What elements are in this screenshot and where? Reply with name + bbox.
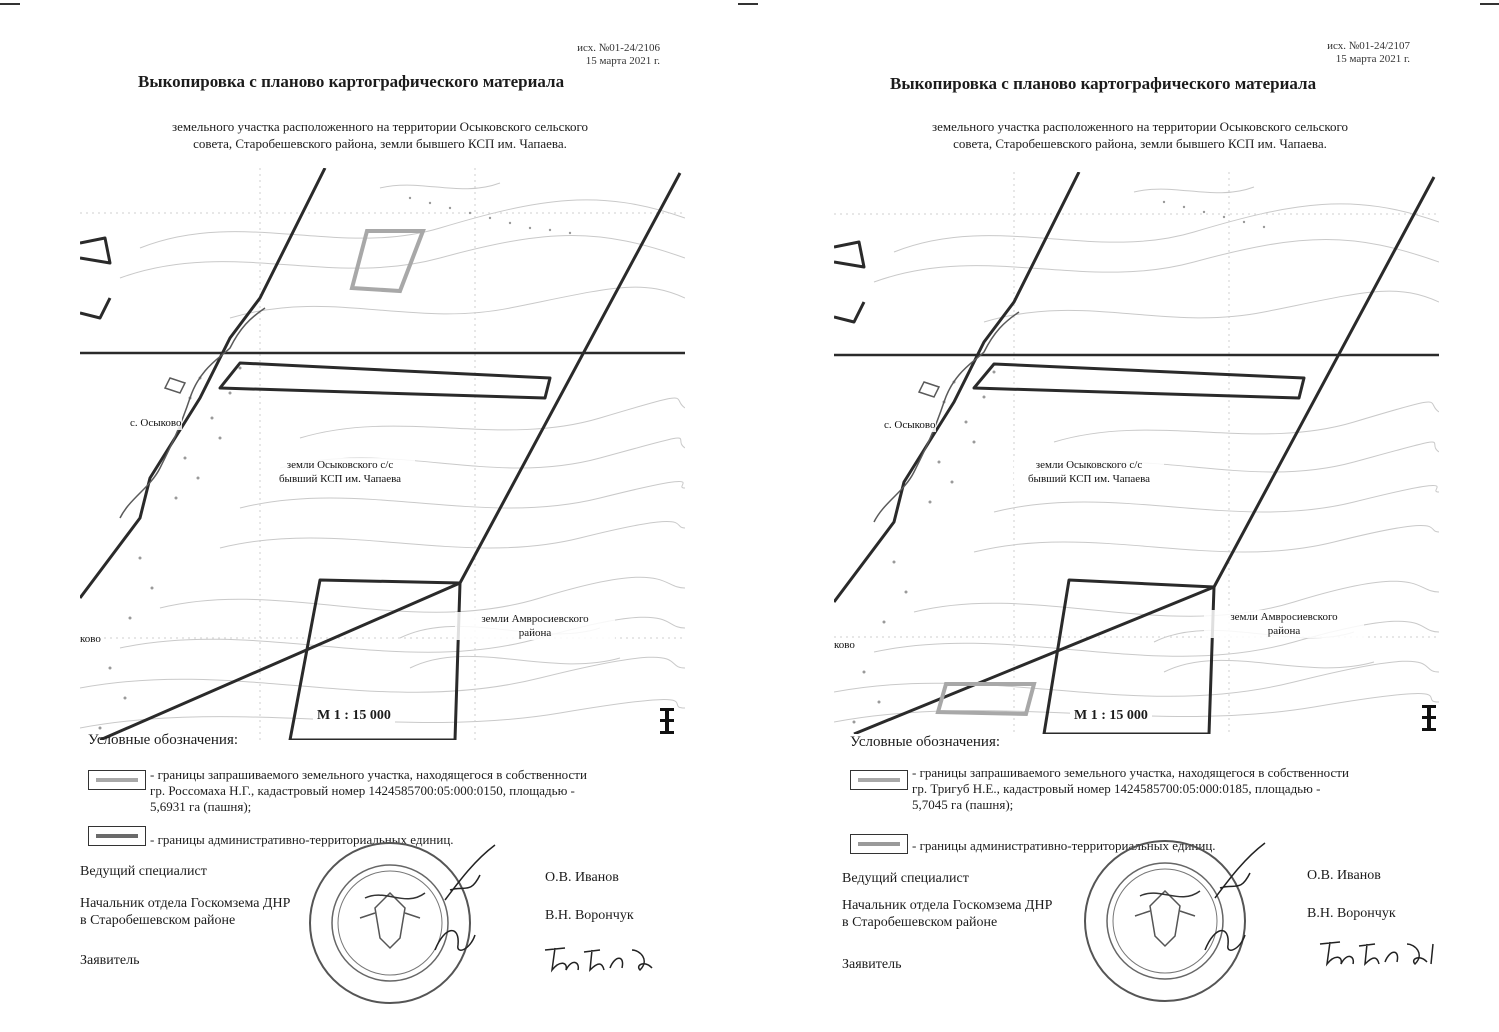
role-applicant: Заявитель: [80, 953, 140, 968]
role-head: [842, 897, 1052, 931]
map-scale: М 1 : 15 000: [313, 708, 395, 724]
map-label-lands-line: земли Осыковского с/с: [286, 459, 394, 471]
signature-head-icon: [1200, 920, 1250, 960]
crop-mark: [0, 3, 20, 5]
subtitle-line: совета, Старобешевского района, земли бывшего КСП им. Чапаева.: [953, 136, 1327, 151]
signature-specialist-icon: [440, 840, 500, 910]
map-label-edge: ково: [834, 639, 855, 651]
map-label-lands: [1014, 458, 1164, 486]
subtitle-line: совета, Старобешевского района, земли бывшего КСП им. Чапаева.: [193, 136, 567, 151]
parcel-boundary-sample: [858, 778, 900, 782]
crop-mark: [1480, 3, 1499, 5]
role-head-line: в Старобешевском районе: [842, 915, 998, 930]
map-label-neighbor: [455, 612, 615, 640]
reference-number: исх. №01-24/2106: [577, 42, 660, 54]
map-label-lands: [265, 458, 415, 486]
applicant-signature: [540, 940, 660, 976]
signature-specialist-icon: [1210, 838, 1270, 908]
map-label-lands-line: бывший КСП им. Чапаева: [278, 473, 402, 485]
map-label-lands-line: бывший КСП им. Чапаева: [1027, 473, 1151, 485]
map-label-village: с. Осыково: [130, 417, 182, 429]
legend-line: 5,7045 га (пашня);: [912, 797, 1014, 812]
name-head: В.Н. Ворончук: [545, 908, 634, 923]
admin-boundary-sample: [96, 834, 138, 838]
legend-heading: Условные обозначения:: [850, 734, 1001, 750]
role-head-line: Начальник отдела Госкомзема ДНР: [80, 896, 291, 911]
legend-line: гр. Тригуб Н.Е., кадастровый номер 1424585700:05:000:0185, площадью -: [912, 781, 1321, 796]
admin-boundary-sample: [858, 842, 900, 846]
parcel-boundary-sample: [96, 778, 138, 782]
legend-line: - границы запрашиваемого земельного участка, находящегося в собственности: [150, 767, 587, 782]
map-label-neighbor-line: земли Амвросиевского: [1230, 611, 1338, 623]
role-head-line: Начальник отдела Госкомзема ДНР: [842, 898, 1053, 913]
cadastral-map: [834, 172, 1439, 734]
document-subtitle: [860, 118, 1420, 152]
role-head-line: в Старобешевском районе: [80, 913, 236, 928]
subtitle-line: земельного участка расположенного на территории Осыковского сельского: [171, 119, 589, 134]
name-specialist: О.В. Иванов: [545, 870, 619, 885]
map-label-neighbor-line: района: [518, 627, 552, 639]
map-label-neighbor-line: земли Амвросиевского: [481, 613, 589, 625]
legend-item-admin: - границы административно-территориальных единиц.: [150, 832, 454, 847]
legend-item-parcel: [150, 767, 710, 815]
subtitle-line: земельного участка расположенного на территории Осыковского сельского: [931, 119, 1349, 134]
document-title: Выкопировка с планово картографического материала: [138, 72, 565, 91]
legend-heading: Условные обозначения:: [88, 732, 239, 748]
role-specialist: Ведущий специалист: [80, 864, 207, 879]
map-label-neighbor-line: района: [1267, 625, 1301, 637]
legend-swatch-admin: [850, 834, 908, 854]
role-head: [80, 895, 290, 929]
document-title: Выкопировка с планово картографического материала: [890, 74, 1317, 93]
legend-item-parcel: [912, 765, 1472, 813]
role-applicant: Заявитель: [842, 957, 902, 972]
legend-swatch-admin: [88, 826, 146, 846]
scale-bar-icon: [660, 708, 674, 734]
map-label-lands-line: земли Осыковского с/с: [1035, 459, 1143, 471]
name-head: В.Н. Ворончук: [1307, 906, 1396, 921]
name-specialist: О.В. Иванов: [1307, 868, 1381, 883]
role-specialist: Ведущий специалист: [842, 871, 969, 886]
map-label-edge: ково: [80, 633, 101, 645]
signature-head-icon: [430, 920, 480, 960]
reference-date: 15 марта 2021 г.: [585, 55, 660, 67]
legend-line: - границы запрашиваемого земельного участка, находящегося в собственности: [912, 765, 1349, 780]
legend-swatch-parcel: [850, 770, 908, 790]
cadastral-map: [80, 168, 685, 740]
map-label-village: с. Осыково: [884, 419, 936, 431]
legend-line: 5,6931 га (пашня);: [150, 799, 252, 814]
map-scale: М 1 : 15 000: [1070, 708, 1152, 724]
reference-date: 15 марта 2021 г.: [1335, 53, 1410, 65]
map-label-neighbor: [1204, 610, 1364, 638]
legend-item-admin: - границы административно-территориальных единиц.: [912, 838, 1216, 853]
reference-block: [520, 42, 660, 68]
reference-block: [1270, 40, 1410, 66]
legend-line: гр. Россомаха Н.Г., кадастровый номер 1424585700:05:000:0150, площадью -: [150, 783, 575, 798]
legend-swatch-parcel: [88, 770, 146, 790]
scale-bar-icon: [1422, 705, 1436, 731]
reference-number: исх. №01-24/2107: [1327, 40, 1410, 52]
document-subtitle: [100, 118, 660, 152]
document-sheet-right: [750, 0, 1499, 1032]
applicant-signature: [1315, 934, 1445, 970]
